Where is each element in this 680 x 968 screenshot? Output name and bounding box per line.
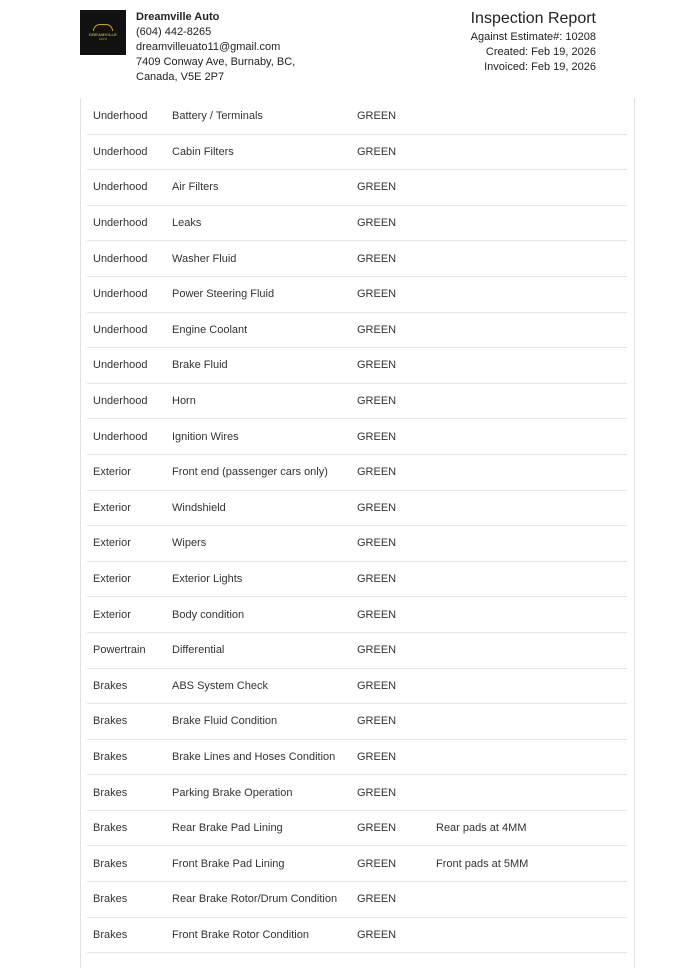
row-category: Exterior [93, 608, 131, 621]
row-item: Brake Fluid Condition [172, 715, 278, 728]
row-item: Brake Lines and Hoses Condition [172, 750, 336, 763]
row-status: GREEN [357, 679, 397, 692]
row-note: Rear pads at 4MM [436, 822, 527, 835]
row-category: Brakes [93, 893, 128, 906]
table-row [87, 419, 627, 455]
company-address-line2: Canada, V5E 2P7 [136, 71, 225, 83]
row-category: Underhood [93, 110, 148, 123]
row-category: Underhood [93, 181, 148, 194]
row-status: GREEN [357, 395, 397, 408]
report-title: Inspection Report [470, 10, 596, 27]
table-row [87, 669, 627, 705]
row-status: GREEN [357, 715, 397, 728]
row-category: Underhood [93, 430, 148, 443]
row-item: Engine Coolant [172, 323, 248, 336]
table-row [87, 491, 627, 527]
table-row [87, 384, 627, 420]
row-category: Brakes [93, 822, 128, 835]
company-email: dreamvilleuato11@gmail.com [136, 41, 281, 53]
row-item: Wipers [172, 537, 207, 550]
row-category: Exterior [93, 537, 131, 550]
table-row [87, 241, 627, 277]
company-address-line1: 7409 Conway Ave, Burnaby, BC, [136, 56, 296, 68]
table-row [87, 846, 627, 882]
row-category: Exterior [93, 573, 131, 586]
row-category: Underhood [93, 323, 148, 336]
row-item: Ignition Wires [172, 430, 239, 443]
inspection-table [87, 99, 627, 953]
table-row [87, 455, 627, 491]
row-item: Body condition [172, 608, 245, 621]
table-row [87, 918, 627, 954]
row-status: GREEN [357, 786, 397, 799]
row-item: Front Brake Pad Lining [172, 857, 285, 870]
company-name: Dreamville Auto [136, 11, 220, 23]
table-row [87, 206, 627, 242]
row-category: Brakes [93, 750, 128, 763]
invoiced-date: Invoiced: Feb 19, 2026 [484, 61, 596, 73]
row-item: Battery / Terminals [172, 110, 263, 123]
table-row [87, 882, 627, 918]
row-item: Parking Brake Operation [172, 786, 293, 799]
row-status: GREEN [357, 430, 397, 443]
row-item: Horn [172, 395, 196, 408]
row-status: GREEN [357, 181, 397, 194]
row-category: Brakes [93, 786, 128, 799]
table-row [87, 740, 627, 776]
created-date: Created: Feb 19, 2026 [485, 46, 596, 58]
row-status: GREEN [357, 252, 397, 265]
table-row [87, 135, 627, 171]
row-item: Power Steering Fluid [172, 288, 275, 301]
row-category: Brakes [93, 928, 128, 941]
row-category: Exterior [93, 501, 131, 514]
row-item: Differential [172, 644, 225, 657]
row-status: GREEN [357, 928, 397, 941]
row-category: Underhood [93, 359, 148, 372]
table-row [87, 633, 627, 669]
table-row [87, 704, 627, 740]
table-row [87, 775, 627, 811]
row-item: Cabin Filters [172, 145, 234, 158]
row-category: Brakes [93, 679, 128, 692]
row-item: Rear Brake Rotor/Drum Condition [172, 893, 338, 906]
report-header [0, 0, 680, 96]
table-row [87, 526, 627, 562]
row-item: Leaks [172, 217, 202, 230]
row-category: Brakes [93, 857, 128, 870]
row-category: Brakes [93, 715, 128, 728]
table-row [87, 277, 627, 313]
table-row [87, 313, 627, 349]
logo-text: DREAMVILLE [89, 32, 117, 37]
row-category: Underhood [93, 145, 148, 158]
row-note: Front pads at 5MM [436, 857, 529, 870]
row-status: GREEN [357, 145, 397, 158]
row-category: Powertrain [93, 644, 146, 657]
row-status: GREEN [357, 644, 397, 657]
row-item: Exterior Lights [172, 573, 243, 586]
row-item: ABS System Check [172, 679, 268, 692]
car-icon [93, 24, 113, 31]
row-category: Underhood [93, 252, 148, 265]
row-status: GREEN [357, 893, 397, 906]
estimate-number: Against Estimate#: 10208 [470, 31, 596, 43]
row-category: Exterior [93, 466, 131, 479]
table-row [87, 99, 627, 135]
row-status: GREEN [357, 466, 397, 479]
row-status: GREEN [357, 501, 397, 514]
logo-subtext: AUTO [98, 37, 108, 41]
row-status: GREEN [357, 359, 397, 372]
table-row [87, 348, 627, 384]
row-item: Brake Fluid [172, 359, 228, 372]
row-item: Front Brake Rotor Condition [172, 928, 309, 941]
report-info [471, 9, 596, 75]
company-logo [80, 10, 126, 55]
company-phone: (604) 442-8265 [136, 26, 212, 38]
row-status: GREEN [357, 288, 397, 301]
company-info [136, 10, 295, 85]
row-status: GREEN [357, 857, 397, 870]
row-status: GREEN [357, 822, 397, 835]
row-category: Underhood [93, 217, 148, 230]
row-category: Underhood [93, 288, 148, 301]
row-item: Air Filters [172, 181, 219, 194]
row-status: GREEN [357, 608, 397, 621]
row-item: Front end (passenger cars only) [172, 466, 328, 479]
row-status: GREEN [357, 750, 397, 763]
row-status: GREEN [357, 537, 397, 550]
row-status: GREEN [357, 110, 397, 123]
row-item: Rear Brake Pad Lining [172, 822, 283, 835]
row-category: Underhood [93, 395, 148, 408]
row-status: GREEN [357, 217, 397, 230]
table-row [87, 170, 627, 206]
table-row [87, 597, 627, 633]
row-status: GREEN [357, 323, 397, 336]
table-row [87, 562, 627, 598]
table-row [87, 811, 627, 847]
row-status: GREEN [357, 573, 397, 586]
row-item: Windshield [172, 501, 226, 514]
row-item: Washer Fluid [172, 252, 237, 265]
